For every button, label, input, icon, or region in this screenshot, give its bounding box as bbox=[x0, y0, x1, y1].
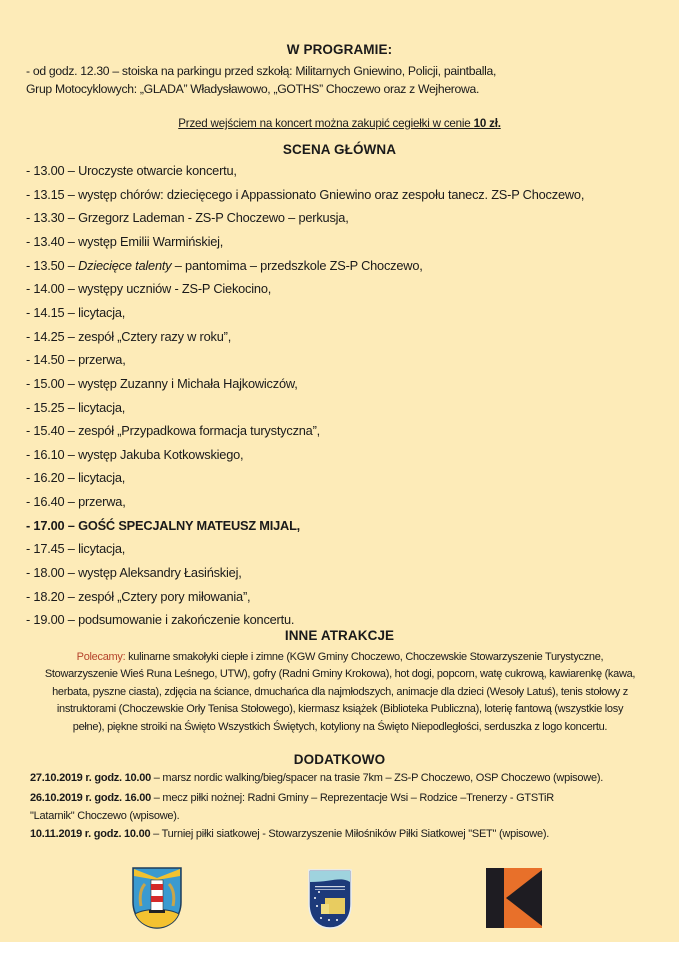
schedule-item bbox=[26, 234, 223, 249]
schedule-item bbox=[26, 447, 243, 462]
schedule-item bbox=[26, 565, 242, 580]
schedule-time: - 16.40 – bbox=[26, 494, 79, 510]
extra-event-date: 26.10.2019 r. godz. 16.00 bbox=[30, 792, 151, 804]
schedule-item bbox=[26, 187, 584, 202]
extra-event bbox=[30, 792, 554, 804]
main-stage-title: SCENA GŁÓWNA bbox=[282, 142, 397, 157]
schedule-time: - 13.50 – bbox=[26, 257, 79, 273]
other-attractions-title: INNE ATRAKCJE bbox=[284, 628, 395, 643]
schedule-description: licytacja, bbox=[78, 304, 126, 320]
schedule-description: zespół „Przypadkowa formacja turystyczna”, bbox=[78, 423, 321, 439]
schedule-item bbox=[26, 329, 231, 344]
schedule-item bbox=[26, 163, 237, 178]
schedule-item bbox=[26, 376, 298, 391]
program-intro-line-1: - od godz. 12.30 – stoiska na parkingu przed szkołą: Militarnych Gniewino, Policji, paintballa, bbox=[26, 64, 497, 78]
program-intro-line-2: Grup Motocyklowych: „GLADA” Władysławowo, „GOTHS” Choczewo oraz z Wejherowa. bbox=[26, 82, 480, 96]
ticket-price: 10 zł. bbox=[473, 117, 501, 130]
schedule-time: - 15.40 – bbox=[26, 423, 79, 439]
schedule-italic-title: Dziecięce talenty bbox=[78, 257, 172, 273]
recommend-label: Polecamy: bbox=[76, 651, 126, 663]
schedule-time: - 13.00 – bbox=[26, 163, 79, 178]
schedule-item bbox=[26, 589, 250, 604]
ticket-notice bbox=[0, 117, 679, 130]
schedule-time: - 14.25 – bbox=[26, 328, 79, 344]
schedule-description: – pantomima – przedszkole ZS-P Choczewo, bbox=[171, 257, 423, 273]
schedule-description: licytacja, bbox=[78, 470, 126, 486]
schedule-time: - 14.00 – bbox=[26, 281, 79, 297]
schedule-item bbox=[26, 400, 125, 415]
schedule-item bbox=[26, 305, 125, 320]
additional-title: DODATKOWO bbox=[293, 752, 386, 767]
schedule-description: występ Jakuba Kotkowskiego, bbox=[78, 446, 244, 462]
schedule-item bbox=[26, 612, 294, 627]
schedule-description: zespół „Cztery pory miłowania”, bbox=[78, 588, 251, 604]
schedule-description: zespół „Cztery razy w roku”, bbox=[78, 328, 232, 344]
extra-event-continuation: "Latarnik" Choczewo (wpisowe). bbox=[30, 810, 180, 822]
extra-event-text: – mecz piłki nożnej: Radni Gminy – Reprezentacje Wsi – Rodzice –Trenerzy - GTSTiR bbox=[150, 792, 554, 804]
schedule-description: występ Emilii Warmińskiej, bbox=[78, 233, 224, 249]
ticket-notice-text: Przed wejściem na koncert można zakupić cegiełki w cenie bbox=[178, 117, 474, 130]
schedule-description: licytacja, bbox=[78, 541, 126, 557]
attractions-description: kulinarne smakołyki ciepłe i zimne (KGW Gminy Choczewo, Choczewskie Stowarzyszenie Turystyczne, Stowarzyszenie Wieś Runa Leśnego, UTW), gofry (Radni Gminy Krokowa), hot dogi, popcorn, watę cukrową, kawiarenkę (kawa, herbata, pyszne ciasta), zdjęcia na ściance, dmuchańca dla najmłodszych, animacje dla dzieci (Wesoły Latuś), tenis stołowy z instruktorami (Choczewskie Orły Tenisa Stołowego), kiermasz książek (Biblioteka Publiczna), loterię fantową (wszystkie losy pełne), piękne stroiki na Święto Wszystkich Świętych, kotyliony na Święto Niepodległości, serduszka z logo koncertu. bbox=[44, 651, 636, 733]
schedule-item bbox=[26, 470, 125, 485]
schedule-time: - 19.00 – bbox=[26, 612, 79, 628]
extra-event-text: – marsz nordic walking/bieg/spacer na trasie 7km – ZS-P Choczewo, OSP Choczewo (wpisowe). bbox=[150, 772, 604, 784]
k-letter-logo-icon bbox=[486, 868, 542, 928]
schedule-description: podsumowanie i zakończenie koncertu. bbox=[78, 612, 295, 628]
extra-event-text: – Turniej piłki siatkowej - Stowarzyszenie Miłośników Piłki Siatkowej "SET" (wpisowe). bbox=[150, 828, 550, 840]
schedule-time: - 17.45 – bbox=[26, 541, 79, 557]
schedule-time: - 18.00 – bbox=[26, 565, 79, 581]
schedule-time: - 17.00 – bbox=[26, 517, 79, 533]
kgw-emblem-icon bbox=[307, 868, 353, 930]
schedule-time: - 15.00 – bbox=[26, 375, 79, 391]
program-title: W PROGRAMIE: bbox=[286, 42, 393, 57]
schedule-description: występ chórów: dziecięcego i Appassionato Gniewino oraz zespołu tanecz. ZS-P Choczewo, bbox=[78, 186, 585, 202]
schedule-description: występy uczniów - ZS-P Ciekocino, bbox=[78, 281, 272, 297]
schedule-time: - 14.50 – bbox=[26, 352, 79, 368]
schedule-item bbox=[26, 423, 320, 438]
schedule-time: - 13.15 – bbox=[26, 186, 79, 202]
schedule-item bbox=[26, 281, 271, 296]
schedule-description: przerwa, bbox=[78, 494, 126, 510]
schedule-description: występ Aleksandry Łasińskiej, bbox=[78, 565, 242, 581]
schedule-time: - 14.15 – bbox=[26, 304, 79, 320]
schedule-item bbox=[26, 494, 126, 509]
schedule-item bbox=[26, 541, 125, 556]
schedule-item bbox=[26, 352, 126, 367]
extra-event bbox=[30, 828, 549, 840]
schedule-time: - 18.20 – bbox=[26, 588, 79, 604]
schedule-item bbox=[26, 210, 349, 225]
schedule-description: Uroczyste otwarcie koncertu, bbox=[78, 163, 237, 178]
lighthouse-coat-of-arms-icon bbox=[131, 866, 183, 930]
extra-event-date: 27.10.2019 r. godz. 10.00 bbox=[30, 772, 151, 784]
schedule-description: GOŚĆ SPECJALNY MATEUSZ MIJAL, bbox=[78, 517, 301, 533]
schedule-time: - 13.40 – bbox=[26, 233, 79, 249]
schedule-description: występ Zuzanny i Michała Hajkowiczów, bbox=[78, 375, 298, 391]
schedule-time: - 16.20 – bbox=[26, 470, 79, 486]
extra-event bbox=[30, 772, 603, 784]
schedule-item bbox=[26, 518, 300, 533]
schedule-time: - 15.25 – bbox=[26, 399, 79, 415]
schedule-time: - 16.10 – bbox=[26, 446, 79, 462]
schedule-time: - 13.30 – bbox=[26, 210, 79, 226]
other-attractions-text bbox=[40, 649, 640, 736]
schedule-item bbox=[26, 258, 423, 273]
schedule-description: licytacja, bbox=[78, 399, 126, 415]
schedule-description: przerwa, bbox=[78, 352, 126, 368]
extra-event-date: 10.11.2019 r. godz. 10.00 bbox=[30, 828, 151, 840]
schedule-description: Grzegorz Lademan - ZS-P Choczewo – perkusja, bbox=[78, 210, 349, 226]
